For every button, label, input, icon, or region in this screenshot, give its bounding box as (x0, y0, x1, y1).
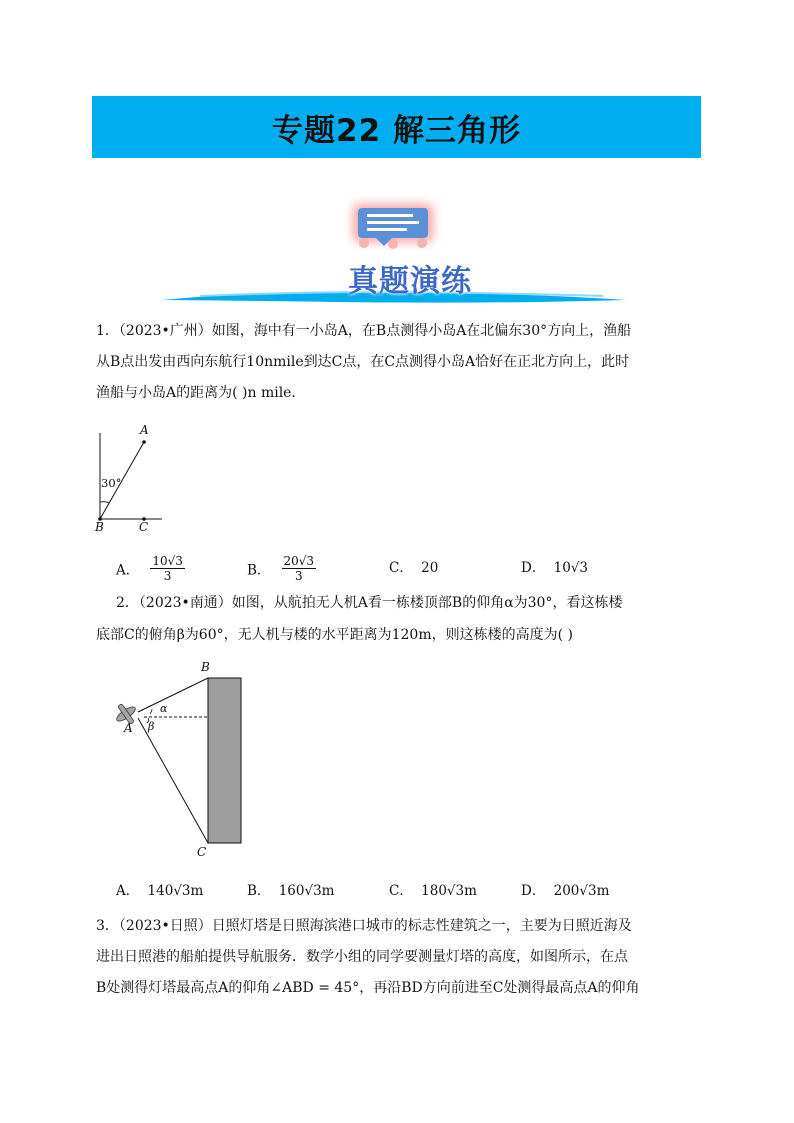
fraction-denominator: 3 (163, 569, 172, 583)
option-label: A． (116, 883, 140, 899)
point-label-b: B (201, 660, 210, 674)
title-banner (92, 96, 701, 158)
option-text: 140√3m (147, 883, 204, 899)
option-b[interactable] (247, 554, 316, 583)
option-fraction (150, 554, 185, 583)
point-label-c: C (197, 845, 207, 859)
option-label: C． (389, 883, 413, 899)
question-1-line: 1．（2023•广州）如图，海中有一小岛A，在B点测得小岛A在北偏东30°方向上，渔船 (96, 323, 632, 339)
option-label: D． (521, 883, 546, 899)
question-1-line: 从B点出发由西向东航行10nmile到达C点，在C点测得小岛A恰好在正北方向上，此时 (96, 354, 630, 370)
question-3-line: 进出日照港的船舶提供导航服务．数学小组的同学要测量灯塔的高度，如图所示，在点 (96, 949, 628, 965)
beta-label: β (148, 720, 155, 733)
option-a[interactable] (116, 554, 185, 583)
point-label-a: A (140, 423, 149, 437)
option-text: 180√3m (421, 883, 477, 899)
page-title: 专题22 解三角形 (272, 112, 521, 149)
question-1-line: 渔船与小岛A的距离为( )n mile． (96, 385, 306, 401)
building-diagram (108, 660, 248, 866)
option-d[interactable] (521, 879, 609, 899)
option-text: 10√3 (553, 560, 588, 576)
fraction-numerator: 20√3 (283, 554, 315, 568)
point-label-c: C (139, 520, 149, 534)
option-label: B． (247, 883, 271, 899)
section-logo (160, 196, 630, 311)
point-label-a: A (124, 721, 133, 735)
question-3-line: 3．（2023•日照）日照灯塔是日照海滨港口城市的标志性建筑之一，主要为日照近海及 (96, 918, 632, 934)
option-b[interactable] (247, 879, 334, 899)
option-text: 20 (421, 560, 439, 576)
fraction-numerator: 10√3 (152, 554, 183, 568)
figure-2 (108, 660, 248, 866)
alpha-label: α (160, 702, 168, 715)
angle-label: 30° (101, 476, 122, 490)
option-d[interactable] (521, 556, 588, 576)
figure-1 (88, 425, 168, 537)
question-2-line: 2．（2023•南通）如图，从航拍无人机A看一栋楼顶部B的仰角α为30°，看这栋楼 (116, 595, 623, 611)
option-c[interactable] (389, 556, 438, 576)
option-c[interactable] (389, 879, 477, 899)
question-2-cont (96, 621, 708, 650)
option-label: D． (521, 560, 546, 576)
question-1 (96, 317, 708, 408)
question-3 (96, 912, 708, 1003)
question-2-line: 底部C的俯角β为60°，无人机与楼的水平距离为120m，则这栋楼的高度为( ) (96, 627, 573, 643)
question-3-line: B处测得灯塔最高点A的仰角∠ABD = 45°，再沿BD方向前进至C处测得最高点A的仰角 (96, 980, 640, 996)
option-fraction (282, 554, 317, 583)
option-label: C． (389, 560, 413, 576)
question-2 (116, 589, 708, 618)
section-title: 真题演练 (348, 264, 472, 299)
fraction-denominator: 3 (294, 569, 303, 583)
option-text: 160√3m (278, 883, 335, 899)
option-label: A． (116, 562, 140, 579)
option-label: B． (247, 562, 271, 579)
option-text: 200√3m (553, 883, 610, 899)
option-a[interactable] (116, 879, 203, 899)
point-label-b: B (95, 520, 104, 534)
